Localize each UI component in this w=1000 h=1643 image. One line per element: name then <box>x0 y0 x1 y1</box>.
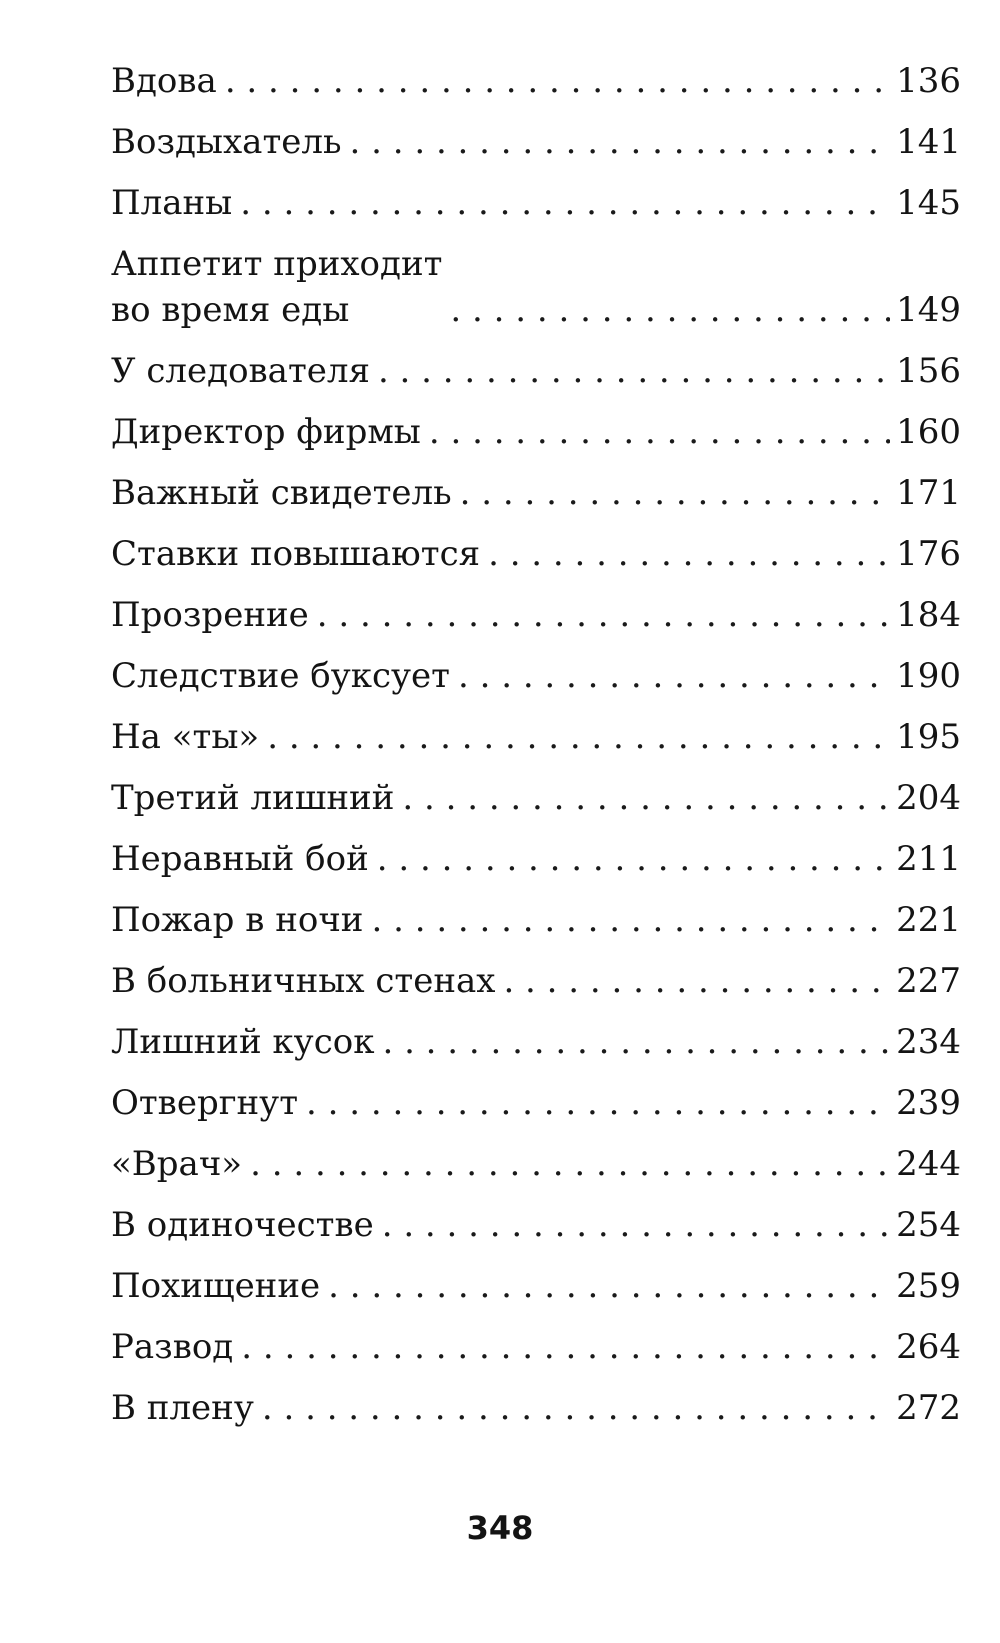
toc-entry-page: 190 <box>896 656 961 696</box>
dot-leader <box>241 1324 890 1370</box>
toc-entry <box>111 1202 961 1248</box>
toc-entry <box>111 897 961 943</box>
dot-leader <box>262 1385 890 1431</box>
toc-entry <box>111 958 961 1004</box>
toc-entry <box>111 409 961 455</box>
toc-entry <box>111 1019 961 1065</box>
toc-entry <box>111 241 961 333</box>
toc-entry-title: Вдова <box>111 61 217 101</box>
toc-entry <box>111 180 961 226</box>
toc-entry-page: 234 <box>896 1022 961 1062</box>
toc-entry-page: 221 <box>896 900 961 940</box>
dot-leader <box>306 1080 890 1126</box>
table-of-contents <box>111 58 961 1446</box>
toc-entry-page: 244 <box>896 1144 961 1184</box>
dot-leader <box>267 714 890 760</box>
page-number: 348 <box>466 1509 534 1547</box>
toc-entry <box>111 531 961 577</box>
toc-entry-title: В одиночестве <box>111 1205 374 1245</box>
dot-leader <box>402 775 890 821</box>
toc-entry-title: Лишний кусок <box>111 1022 375 1062</box>
dot-leader <box>382 1019 890 1065</box>
toc-entry-title-line1: Аппетит приходит <box>111 244 443 284</box>
toc-entry <box>111 348 961 394</box>
toc-entry-title: «Врач» <box>111 1144 243 1184</box>
toc-entry-page: 211 <box>896 839 961 879</box>
toc-entry-title: Третий лишний <box>111 778 395 818</box>
toc-entry-title: В больничных стенах <box>111 961 496 1001</box>
toc-entry-page: 136 <box>896 61 961 101</box>
toc-entry-page: 227 <box>896 961 961 1001</box>
dot-leader <box>371 897 890 943</box>
toc-entry <box>111 1141 961 1187</box>
toc-entry-page: 160 <box>896 412 961 452</box>
toc-entry-page: 254 <box>896 1205 961 1245</box>
dot-leader <box>382 1202 890 1248</box>
toc-entry-title: Важный свидетель <box>111 473 452 513</box>
toc-entry <box>111 714 961 760</box>
toc-entry-page: 156 <box>896 351 961 391</box>
toc-entry-page: 239 <box>896 1083 961 1123</box>
toc-entry-title: Похищение <box>111 1266 321 1306</box>
toc-entry-page: 184 <box>896 595 961 635</box>
dot-leader <box>488 531 890 577</box>
toc-entry <box>111 1385 961 1431</box>
dot-leader <box>378 348 890 394</box>
dot-leader <box>503 958 890 1004</box>
dot-leader <box>349 119 890 165</box>
toc-entry-title: Неравный бой <box>111 839 369 879</box>
toc-entry-title: На «ты» <box>111 717 260 757</box>
toc-entry <box>111 1080 961 1126</box>
toc-entry <box>111 775 961 821</box>
toc-entry-page: 264 <box>896 1327 961 1367</box>
toc-entry-title: Следствие буксует <box>111 656 450 696</box>
toc-entry-title: Планы <box>111 183 233 223</box>
toc-entry-page: 176 <box>896 534 961 574</box>
dot-leader <box>328 1263 890 1309</box>
toc-entry <box>111 836 961 882</box>
toc-entry-title: Ставки повышаются <box>111 534 481 574</box>
dot-leader <box>250 1141 890 1187</box>
toc-entry-page: 204 <box>896 778 961 818</box>
dot-leader <box>240 180 890 226</box>
toc-entry-page: 171 <box>896 473 961 513</box>
toc-entry-title: Развод <box>111 1327 234 1367</box>
toc-entry <box>111 1263 961 1309</box>
toc-entry <box>111 653 961 699</box>
toc-entry-page: 141 <box>896 122 961 162</box>
dot-leader <box>458 653 890 699</box>
toc-entry <box>111 58 961 104</box>
toc-entry-title: В плену <box>111 1388 254 1428</box>
dot-leader <box>317 592 890 638</box>
toc-entry-title: Отвергнут <box>111 1083 298 1123</box>
toc-entry <box>111 119 961 165</box>
toc-entry-page: 259 <box>896 1266 961 1306</box>
toc-entry-page: 272 <box>896 1388 961 1428</box>
toc-entry-title: Пожар в ночи <box>111 900 364 940</box>
dot-leader <box>225 58 890 104</box>
dot-leader <box>450 287 890 333</box>
toc-entry <box>111 1324 961 1370</box>
toc-entry-title: Воздыхатель <box>111 122 342 162</box>
toc-entry-title: Прозрение <box>111 595 309 635</box>
toc-entry <box>111 470 961 516</box>
toc-entry <box>111 592 961 638</box>
toc-entry-title: Директор фирмы <box>111 412 421 452</box>
dot-leader <box>429 409 890 455</box>
dot-leader <box>460 470 890 516</box>
toc-entry-title-line2: во время еды <box>111 290 350 330</box>
toc-entry-page: 145 <box>896 183 961 223</box>
toc-entry-page: 195 <box>896 717 961 757</box>
toc-entry-title: У следователя <box>111 351 370 391</box>
dot-leader <box>377 836 890 882</box>
toc-entry-title <box>111 241 442 333</box>
toc-entry-page: 149 <box>896 290 961 330</box>
